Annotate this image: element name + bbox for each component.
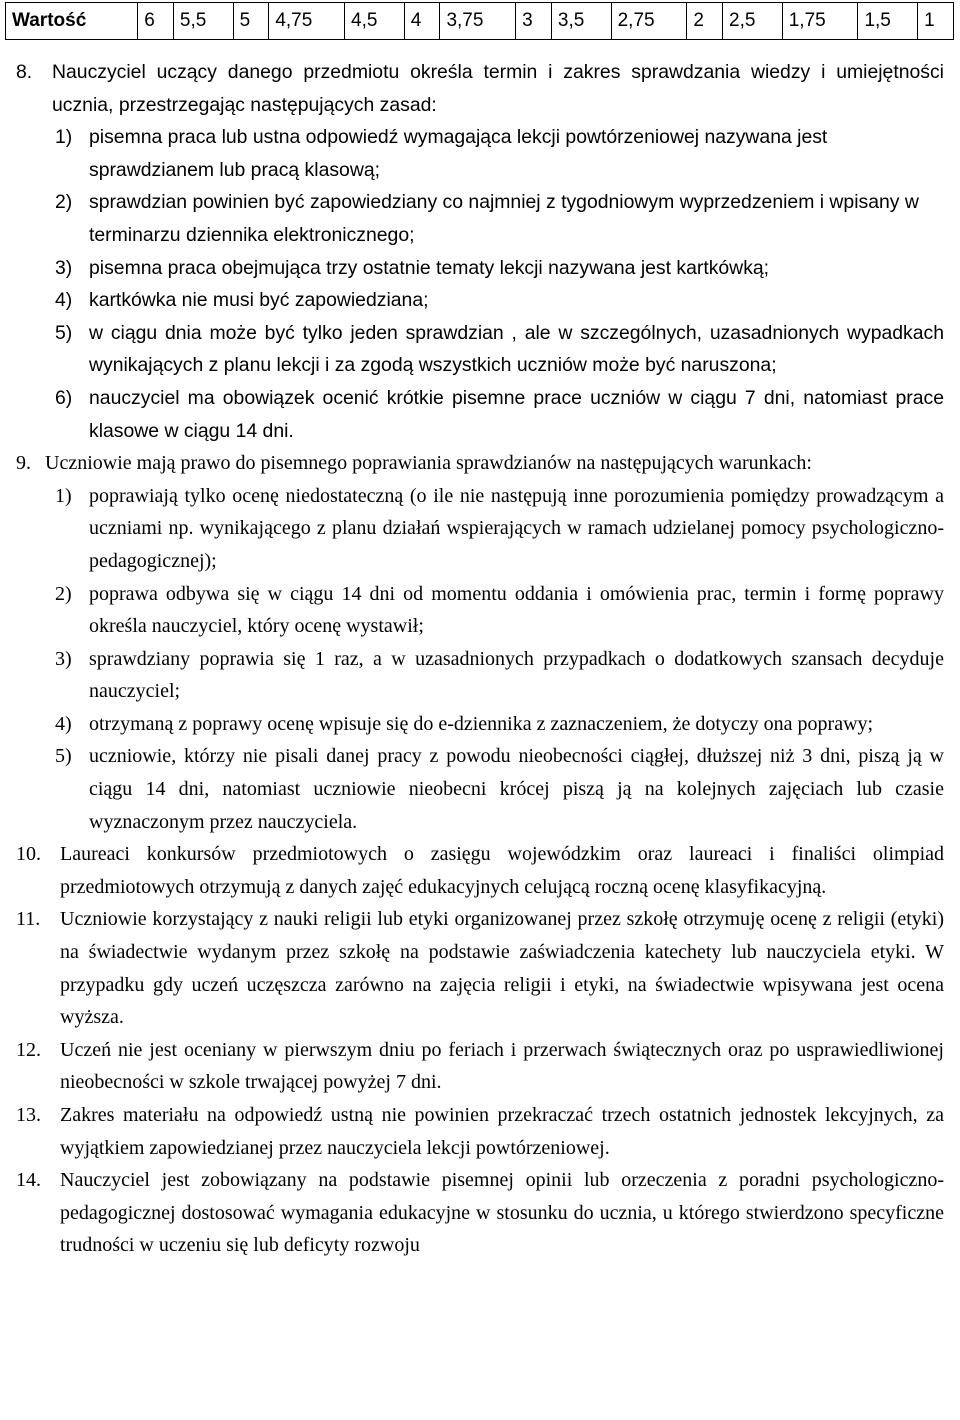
sub-item-text: poprawa odbywa się w ciągu 14 dni od momentu oddania i omówienia prac, termin i formę poprawy określa nauczyciel, który ocenę wystawił; xyxy=(89,582,944,638)
sub-item-number: 4) xyxy=(55,712,72,735)
item-text: Uczeń nie jest oceniany w pierwszym dniu po feriach i przerwach świątecznych oraz po usprawiedliwionej nieobecności w szkole trwającej powyżej 7 dni. xyxy=(60,1038,944,1094)
item-number: 12. xyxy=(16,1038,41,1061)
sub-item-text: kartkówka nie musi być zapowiedziana; xyxy=(89,289,429,312)
sub-item xyxy=(0,480,960,578)
table-cell: 5,5 xyxy=(173,3,233,40)
item-number: 9. xyxy=(16,452,31,475)
table-cell: 3 xyxy=(516,3,552,40)
sub-item xyxy=(0,578,960,643)
table-cell: 1,75 xyxy=(782,3,858,40)
list-item-10 xyxy=(0,838,960,903)
sub-item-number: 5) xyxy=(55,321,73,344)
table-cell: 1,5 xyxy=(858,3,918,40)
sub-item-number: 2) xyxy=(55,191,73,214)
item-text: Laureaci konkursów przedmiotowych o zasięgu wojewódzkim oraz laureaci i finaliści olimpiad przedmiotowych otrzymują z danych zajęć edukacyjnych celującą roczną ocenę klasyfikacyjną. xyxy=(60,843,944,898)
table-cell: 5 xyxy=(233,3,269,40)
sub-item xyxy=(0,643,960,708)
sub-item-number: 1) xyxy=(55,126,73,149)
item-number: 11. xyxy=(16,908,41,931)
sub-item-number: 5) xyxy=(55,745,72,768)
table-cell: 3,5 xyxy=(551,3,611,40)
sub-item xyxy=(0,740,960,838)
sub-item-text: uczniowie, którzy nie pisali danej pracy z powodu nieobecności ciągłej, dłuższej niż 3 dni, piszą ją w ciągu 14 dni, natomiast uczniowie nieobecni krócej piszą ją na kolejnych zajęciach lub czasie wyznaczonym przez nauczyciela. xyxy=(89,745,944,833)
sub-item-text: w ciągu dnia może być tylko jeden sprawdzian , ale w szczególnych, uzasadnionych wypadkach wynikających z planu lekcji i za zgodą wszystkich uczniów może być naruszona; xyxy=(89,321,944,377)
table-cell: 2 xyxy=(687,3,723,40)
sub-item-number: 6) xyxy=(55,386,73,409)
table-cell: 4 xyxy=(404,3,440,40)
item-intro: Nauczyciel uczący danego przedmiotu określa termin i zakres sprawdzania wiedzy i umiejętności ucznia, przestrzegając następujących zasad: xyxy=(52,61,944,116)
list-item-14 xyxy=(0,1164,960,1262)
list-item-8 xyxy=(0,56,960,121)
sub-item-number: 1) xyxy=(55,484,72,507)
sub-item-text: sprawdziany poprawia się 1 raz, a w uzasadnionych przypadkach o dodatkowych szansach decyduje nauczyciel; xyxy=(89,647,944,703)
item-text: Uczniowie korzystający z nauki religii lub etyki organizowanej przez szkołę otrzymuję ocenę z religii (etyki) na świadectwie wydanym przez szkołę na podstawie zaświadczenia katechety lub nauczyciela etyki. W przypadku gdy uczeń uczęszcza zarówno na zajęcia religii i etyki, na świadectwie wpisywana jest ocena wyższa. xyxy=(60,908,944,1029)
sub-item-text: pisemna praca obejmująca trzy ostatnie tematy lekcji nazywana jest kartkówką; xyxy=(89,256,770,279)
sub-item-text: poprawiają tylko ocenę niedostateczną (o ile nie następują inne porozumienia pomiędzy prowadzącym a uczniami np. wynikającego z planu działań wspierających w ramach udzielanej pomocy psychologiczno-pedagogicznej); xyxy=(89,484,944,572)
table-cell: 4,5 xyxy=(345,3,405,40)
sub-item xyxy=(0,708,960,741)
item-number: 10. xyxy=(16,843,41,866)
item-number: 13. xyxy=(16,1104,41,1126)
sub-item xyxy=(0,284,960,317)
table-row xyxy=(6,3,954,40)
sub-item xyxy=(0,317,960,382)
table-cell: 2,75 xyxy=(611,3,687,40)
table-header-cell: Wartość xyxy=(6,3,138,40)
item-number: 14. xyxy=(16,1169,41,1192)
sub-item xyxy=(0,382,960,447)
item-intro: Uczniowie mają prawo do pisemnego poprawiania sprawdzianów na następujących warunkach: xyxy=(45,452,812,475)
sub-item-text: otrzymaną z poprawy ocenę wpisuje się do e-dziennika z zaznaczeniem, że dotyczy ona poprawy; xyxy=(89,712,874,735)
sub-item-number: 3) xyxy=(55,647,72,670)
sub-item-text: sprawdzian powinien być zapowiedziany co najmniej z tygodniowym wyprzedzeniem i wpisany w terminarzu dziennika elektronicznego; xyxy=(89,191,919,246)
table-cell: 1 xyxy=(918,3,954,40)
sub-item-number: 4) xyxy=(55,289,73,312)
table-cell: 4,75 xyxy=(269,3,345,40)
list-item-9 xyxy=(0,447,960,480)
table-cell: 6 xyxy=(138,3,174,40)
item-text: Nauczyciel jest zobowiązany na podstawie pisemnej opinii lub orzeczenia z poradni psychologiczno- pedagogicznej dostosować wymagania edukacyjne w stosunku do ucznia, u którego stwierdzono specyficzne trudności w uczeniu się lub deficyty rozwoju xyxy=(60,1169,944,1257)
item-number: 8. xyxy=(16,61,33,83)
sub-item xyxy=(0,252,960,285)
grade-values-table xyxy=(5,2,954,40)
document-body xyxy=(0,56,960,1262)
sub-item xyxy=(0,121,960,186)
sub-item xyxy=(0,186,960,251)
sub-item-number: 2) xyxy=(55,582,72,605)
list-item-11 xyxy=(0,903,960,1033)
sub-item-text: nauczyciel ma obowiązek ocenić krótkie pisemne prace uczniów w ciągu 7 dni, natomiast prace klasowe w ciągu 14 dni. xyxy=(89,386,944,442)
table-cell: 2,5 xyxy=(723,3,783,40)
sub-item-number: 3) xyxy=(55,256,73,279)
table-cell: 3,75 xyxy=(440,3,516,40)
sub-item-text: pisemna praca lub ustna odpowiedź wymagająca lekcji powtórzeniowej nazywana jest sprawdzianem lub pracą klasową; xyxy=(89,126,828,181)
list-item-12 xyxy=(0,1034,960,1099)
list-item-13 xyxy=(0,1099,960,1164)
item-text: Zakres materiału na odpowiedź ustną nie powinien przekraczać trzech ostatnich jednostek lekcyjnych, za wyjątkiem zapowiedzianej przez nauczyciela lekcji powtórzeniowej. xyxy=(60,1104,944,1159)
